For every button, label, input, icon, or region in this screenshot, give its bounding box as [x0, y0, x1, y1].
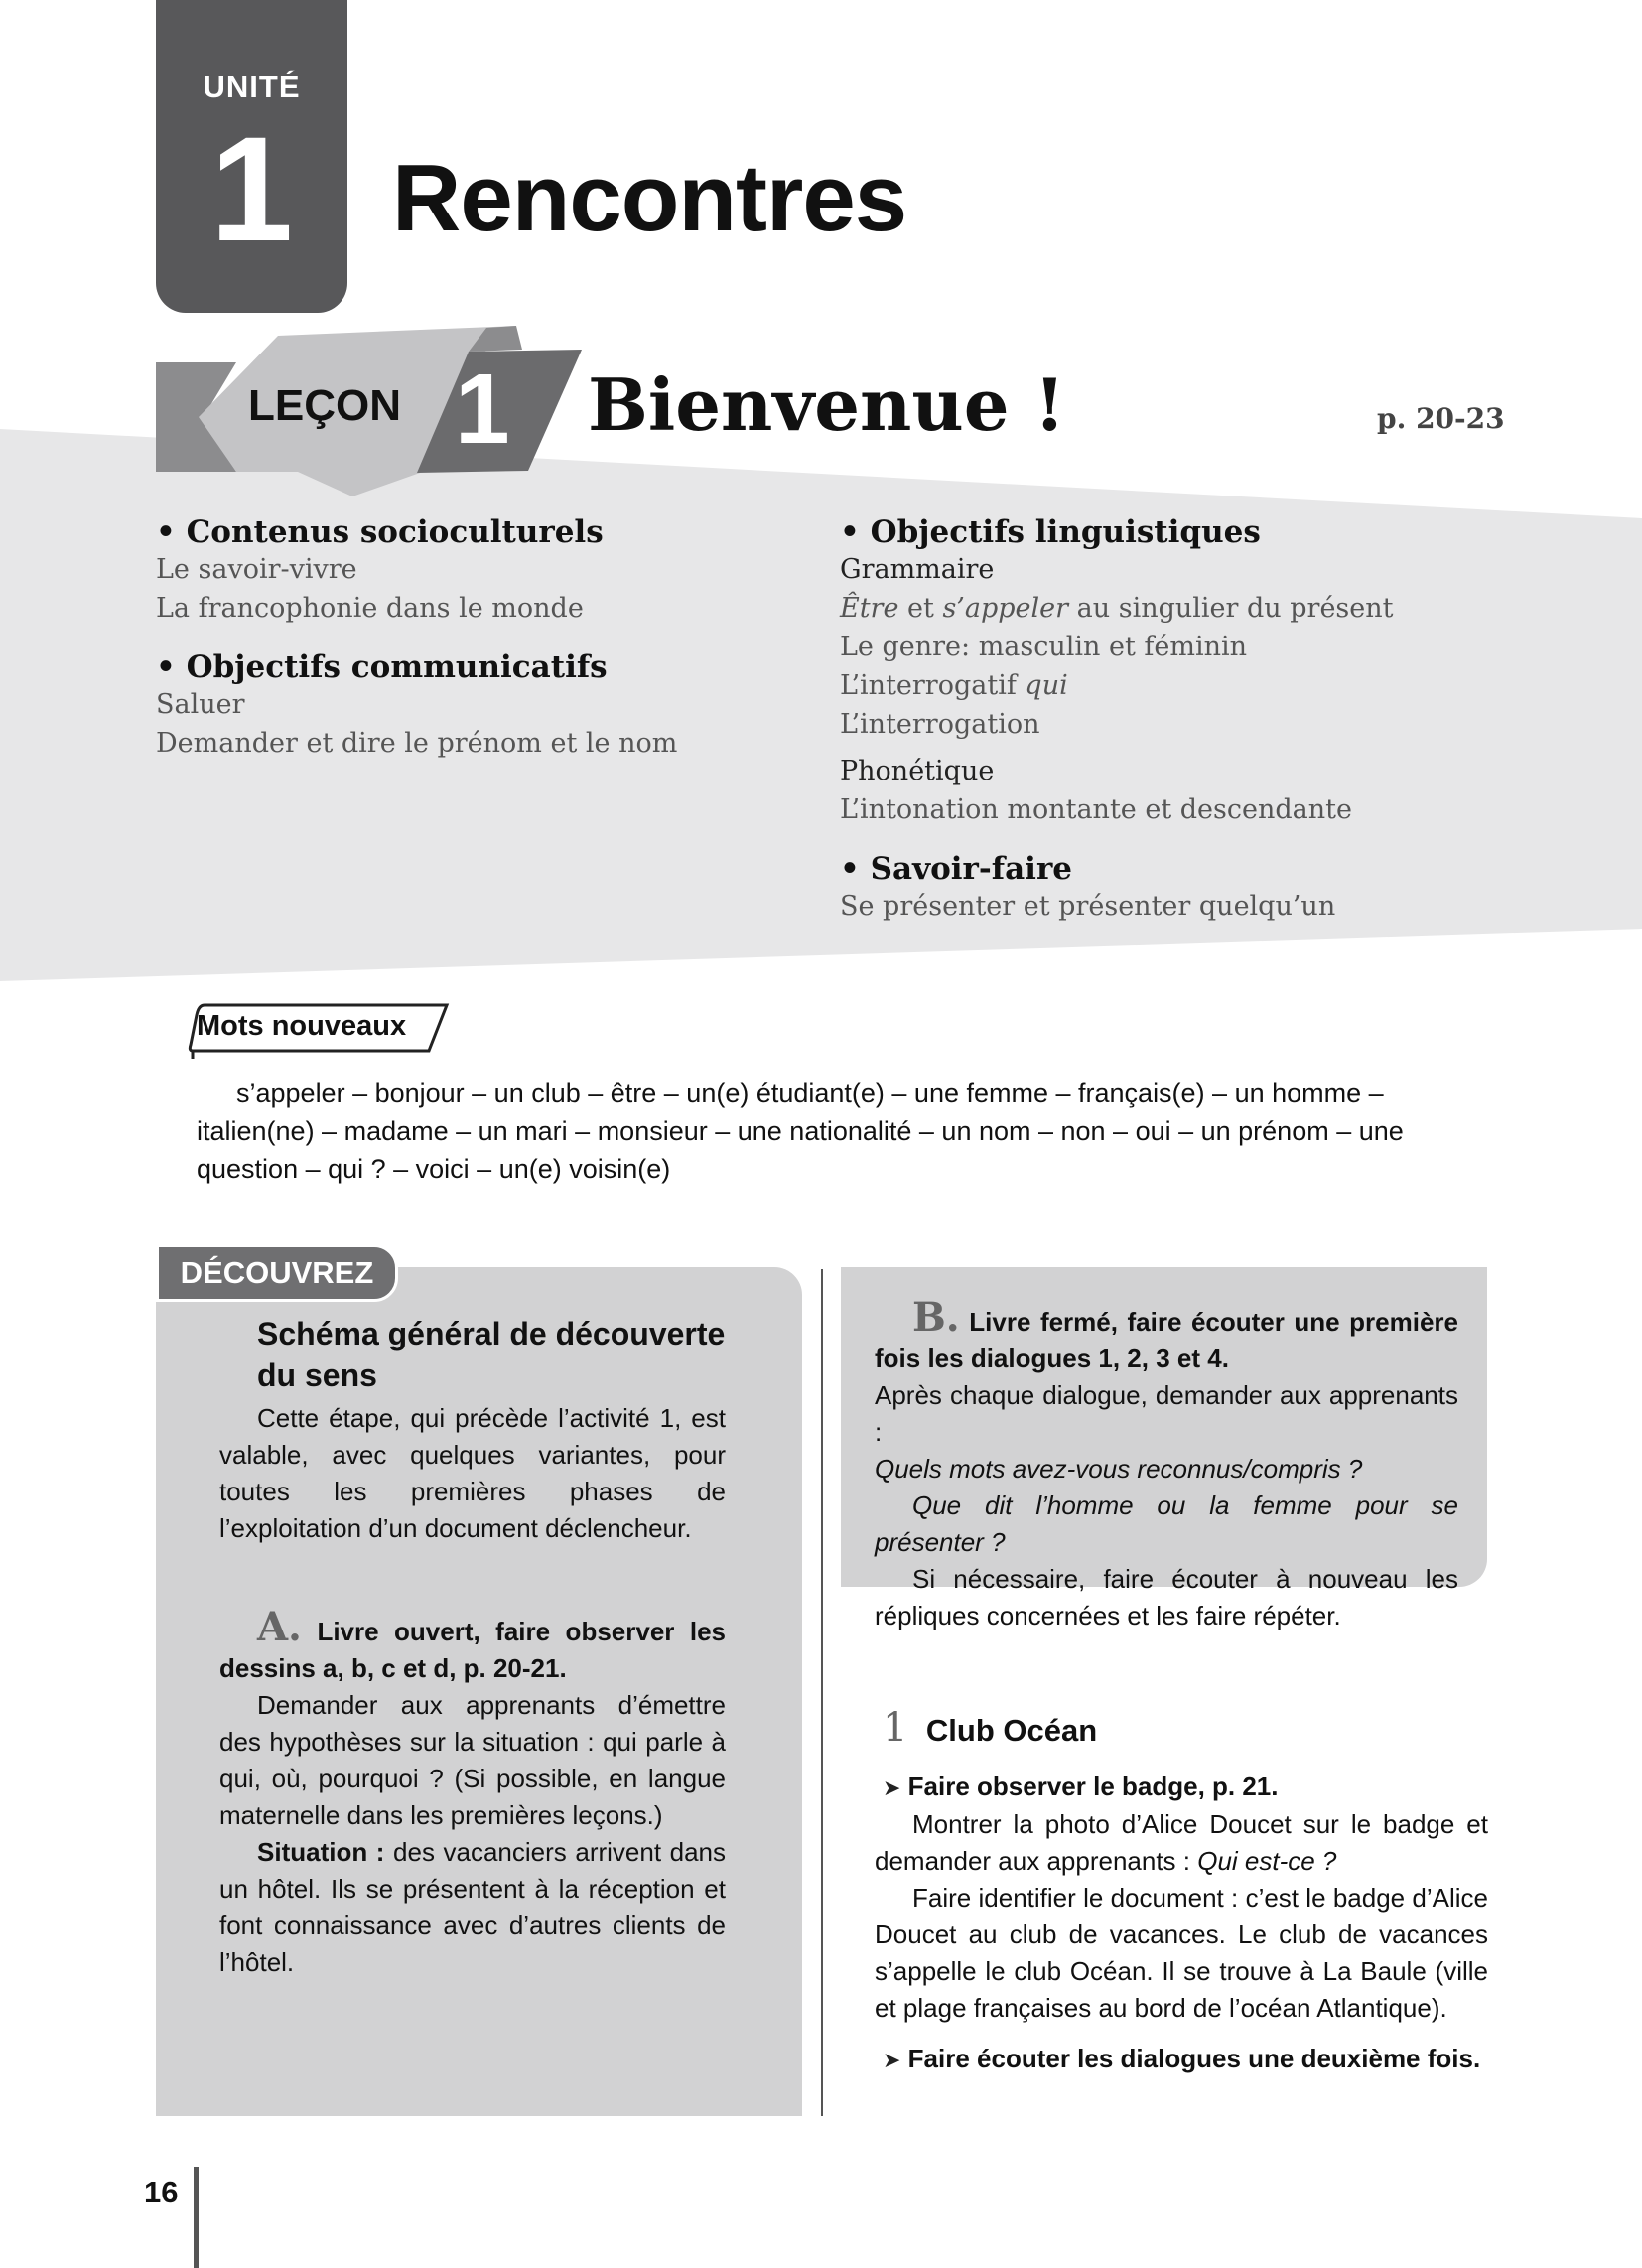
communicatifs-line: Saluer [156, 689, 245, 720]
club-paragraph: Faire identifier le document : c’est le badge d’Alice Doucet au club de vacances. Le club de vacances s’appelle le club Océan. Il se trouve à La Baule (ville et plage françaises au bord de l’océan Atlantique). [875, 1883, 1488, 2023]
schema-text: Cette étape, qui précède l’activité 1, est valable, avec quelques variantes, pour toutes les premières phases de l’exploitation d’un document déclencheur. [219, 1403, 726, 1543]
step-b-text: Après chaque dialogue, demander aux apprenants : [875, 1380, 1458, 1447]
step-b [875, 1294, 1458, 1634]
savoir-faire-heading: • Savoir-faire [840, 851, 1072, 887]
step-b-text: Si nécessaire, faire écouter à nouveau les répliques concernées et les faire répéter. [875, 1564, 1458, 1630]
socio-heading: • Contenus socioculturels [156, 514, 604, 550]
mots-nouveaux-list: s’appeler – bonjour – un club – être – un(e) étudiant(e) – une femme – français(e) – un homme – italien(ne) – madame – un mari – monsieur – une nationalité – un nom – non – oui – un prénom – une question – qui ? – voici – un(e) voisin(e) [197, 1078, 1404, 1184]
step-listen-again: ➤ Faire écouter les dialogues une deuxième fois. [883, 2044, 1481, 2073]
linguistiques-heading: • Objectifs linguistiques [840, 514, 1261, 550]
activity-number: 1 [883, 1705, 908, 1751]
step-b-question: Que dit l’homme ou la femme pour se présenter ? [875, 1490, 1458, 1557]
club-ocean-section [875, 1702, 1488, 2078]
socio-line: Le savoir-vivre [156, 554, 357, 585]
unit-title: Rencontres [392, 145, 907, 251]
lesson-number: 1 [455, 354, 510, 465]
grammaire-label: Grammaire [840, 554, 995, 585]
step-a [219, 1604, 726, 1687]
club-paragraph: Montrer la photo d’Alice Doucet sur le badge et demander aux apprenants : Qui est-ce ? [875, 1809, 1488, 1876]
mots-nouveaux-label: Mots nouveaux [197, 1010, 407, 1042]
phonetique-line: L’intonation montante et descendante [840, 794, 1352, 825]
unit-label: UNITÉ [203, 70, 301, 104]
unit-number: 1 [209, 105, 294, 272]
grammaire-line: L’interrogation [840, 709, 1040, 740]
arrow-right-icon: ➤ [883, 1775, 901, 1800]
communicatifs-line: Demander et dire le prénom et le nom [156, 728, 678, 759]
step-a-situation: Situation : des vacanciers arrivent dans un hôtel. Ils se présentent à la réception et font connaissance avec d’autres clients de l’hôtel. [219, 1837, 727, 1977]
step-b-instruction: B. Livre fermé, faire écouter une première fois les dialogues 1, 2, 3 et 4. [875, 1294, 1458, 1373]
column-divider [821, 1269, 823, 2116]
page-number: 16 [144, 2175, 179, 2209]
schema-section [219, 1313, 726, 1981]
lesson-title: Bienvenue ! [588, 362, 1066, 447]
socio-line: La francophonie dans le monde [156, 593, 584, 624]
objectives-left [156, 514, 791, 763]
step-a-instruction: Livre ouvert, faire observer les dessins a, b, c et d, p. 20-21. [219, 1617, 726, 1683]
lesson-pages: p. 20-23 [1377, 402, 1505, 435]
decouvrez-tab: DÉCOUVREZ [156, 1244, 398, 1302]
grammaire-line: Être et s’appeler au singulier du présent [840, 593, 1394, 624]
phonetique-label: Phonétique [840, 756, 995, 786]
club-ocean-heading [875, 1702, 1488, 1763]
step-a-letter: A. [257, 1604, 302, 1650]
step-observe-badge: ➤ Faire observer le badge, p. 21. [883, 1772, 1279, 1801]
arrow-right-icon: ➤ [883, 2048, 901, 2072]
objectives-right [840, 514, 1495, 925]
page-number-bar [194, 2167, 199, 2268]
savoir-faire-line: Se présenter et présenter quelqu’un [840, 891, 1336, 921]
club-ocean-title: Club Océan [925, 1713, 1098, 1748]
step-a-text: Demander aux apprenants d’émettre des hypothèses sur la situation : qui parle à qui, où, pourquoi ? (Si possible, en langue maternelle dans les premières leçons.) [219, 1690, 726, 1830]
step-b-question: Quels mots avez-vous reconnus/compris ? [875, 1454, 1363, 1484]
communicatifs-heading: • Objectifs communicatifs [156, 649, 608, 685]
schema-title: Schéma général de découverte du sens [257, 1316, 726, 1393]
lesson-label: LEÇON [248, 381, 401, 430]
grammaire-line: L’interrogatif qui [840, 670, 1068, 701]
grammaire-line: Le genre: masculin et féminin [840, 632, 1248, 662]
